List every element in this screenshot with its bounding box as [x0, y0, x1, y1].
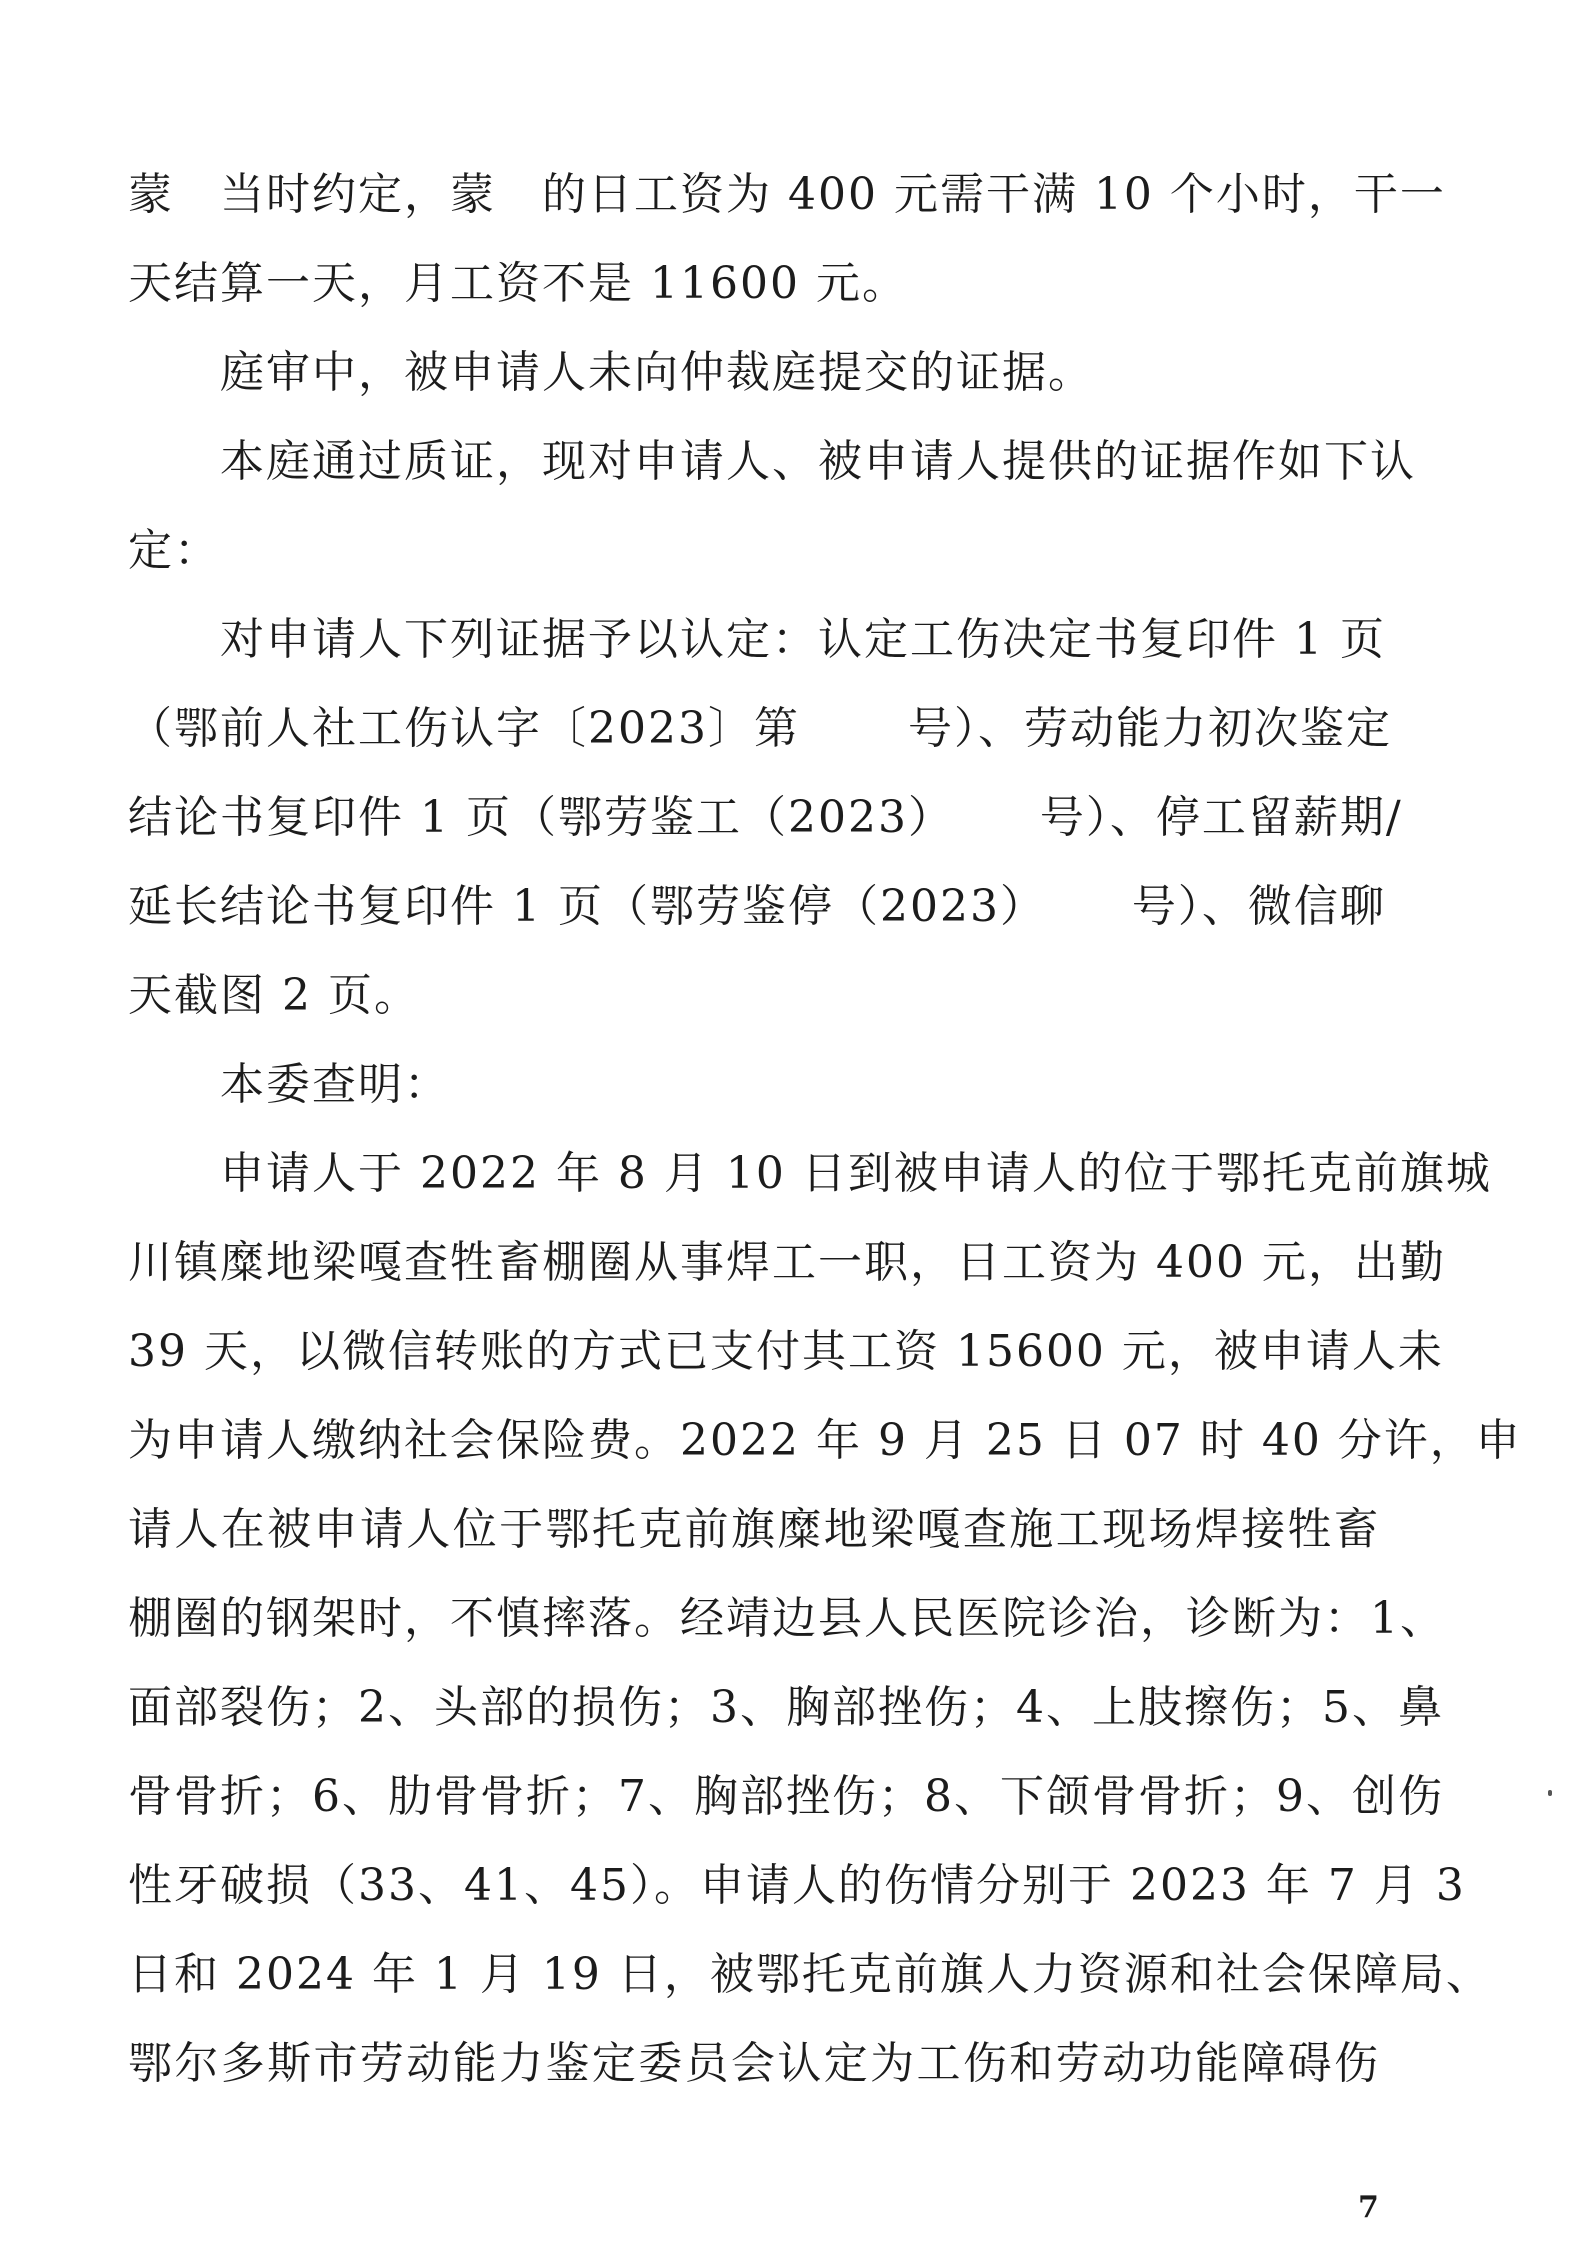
text-line: 延长结论书复印件 1 页（鄂劳鉴停（2023） 号）、微信聊: [128, 881, 1386, 932]
text-line: 天结算一天，月工资不是 11600 元。: [128, 258, 908, 309]
text-line: 结论书复印件 1 页（鄂劳鉴工（2023） 号）、停工留薪期/: [128, 792, 1403, 843]
text-line: （鄂前人社工伤认字〔2023〕第 号）、劳动能力初次鉴定: [128, 703, 1392, 754]
text-line: 为申请人缴纳社会保险费。2022 年 9 月 25 日 07 时 40 分许，申: [128, 1415, 1522, 1466]
text-line: 性牙破损（33、41、45）。申请人的伤情分别于 2023 年 7 月 3: [128, 1860, 1466, 1911]
text-line: 日和 2024 年 1 月 19 日，被鄂托克前旗人力资源和社会保障局、: [128, 1949, 1492, 2000]
text-line: 川镇糜地梁嘎查牲畜棚圈从事焊工一职，日工资为 400 元，出勤: [128, 1237, 1446, 1288]
text-line: 面部裂伤；2、头部的损伤；3、胸部挫伤；4、上肢擦伤；5、鼻: [128, 1682, 1444, 1733]
paragraph-start-line: 对申请人下列证据予以认定：认定工伤决定书复印件 1 页: [220, 614, 1386, 665]
text-line: 天截图 2 页。: [128, 970, 420, 1021]
scan-speck: [1548, 1790, 1552, 1796]
text-line: 39 天，以微信转账的方式已支付其工资 15600 元，被申请人未: [128, 1326, 1444, 1377]
text-line: 请人在被申请人位于鄂托克前旗糜地梁嘎查施工现场焊接牲畜: [128, 1504, 1380, 1555]
section-heading: 本委查明：: [220, 1059, 450, 1110]
text-line: 定：: [128, 525, 220, 576]
paragraph-start-line: 申请人于 2022 年 8 月 10 日到被申请人的位于鄂托克前旗城: [220, 1148, 1492, 1199]
paragraph-start-line: 庭审中，被申请人未向仲裁庭提交的证据。: [220, 347, 1094, 398]
document-body: [128, 150, 1522, 2108]
text-line: 骨骨折；6、肋骨骨折；7、胸部挫伤；8、下颌骨骨折；9、创伤: [128, 1771, 1444, 1822]
paragraph-start-line: 本庭通过质证，现对申请人、被申请人提供的证据作如下认: [220, 436, 1416, 487]
page-number: 7: [1358, 2190, 1379, 2225]
text-line: 蒙 当时约定，蒙 的日工资为 400 元需干满 10 个小时，干一: [128, 169, 1446, 220]
text-line: 鄂尔多斯市劳动能力鉴定委员会认定为工伤和劳动功能障碍伤: [128, 2038, 1380, 2089]
text-line: 棚圈的钢架时，不慎摔落。经靖边县人民医院诊治，诊断为：1、: [128, 1593, 1446, 1644]
